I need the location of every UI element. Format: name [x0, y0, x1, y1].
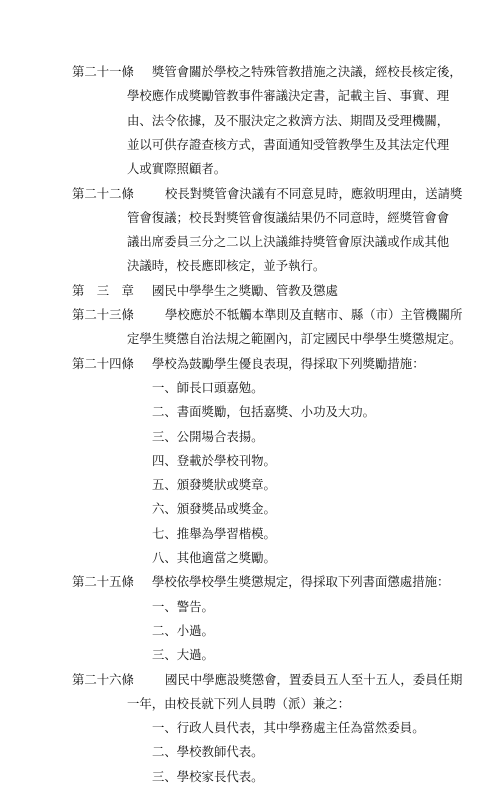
article-22-line-2: 管會復議；校長對獎管會復議結果仍不同意時，經獎管會會 — [127, 209, 450, 225]
article-26-item-1: 一、行政人員代表，其中學務處主任為當然委員。 — [152, 720, 425, 736]
article-22-line-3: 議出席委員三分之二以上決議維持獎管會原決議或作成其他 — [127, 234, 450, 250]
article-24-item-8: 八、其他適當之獎勵。 — [152, 550, 276, 565]
article-24-number: 第二十四條 — [72, 355, 134, 371]
article-25-item-2: 二、小過。 — [152, 622, 214, 638]
article-26-number: 第二十六條 — [72, 671, 134, 687]
article-25-item-3: 三、大過。 — [152, 647, 214, 663]
article-23-line-2: 定學生獎懲自治法規之範圍內，訂定國民中學學生獎懲規定。 — [127, 331, 462, 347]
article-21-number: 第二十一條 — [72, 64, 134, 79]
article-26-line-1: 國民中學應設獎懲會，置委員五人至十五人，委員任期 — [165, 671, 463, 687]
article-23-line-1: 學校應於不牴觸本準則及直轄市、縣（市）主管機關所 — [165, 307, 463, 322]
article-25-item-1: 一、警告。 — [152, 598, 214, 614]
article-22-line-4: 決議時，校長應即核定，並予執行。 — [127, 258, 326, 274]
article-24-item-6: 六、頒發獎品或獎金。 — [152, 501, 276, 517]
article-24-item-2: 二、書面獎勵，包括嘉獎、小功及大功。 — [152, 404, 376, 420]
article-24-item-3: 三、公開場合表揚。 — [152, 428, 264, 444]
chapter-3-number: 第 三 章 — [72, 282, 134, 298]
article-21-line-2: 學校應作成獎勵管教事件審議決定書，記載主旨、事實、理 — [127, 88, 450, 104]
article-21-line-4: 並以可供存證查核方式，書面通知受管教學生及其法定代理 — [127, 136, 450, 152]
article-24-item-7: 七、推舉為學習楷模。 — [152, 525, 276, 541]
article-21-line-3: 由、法令依據，及不服決定之救濟方法、期間及受理機關， — [127, 112, 450, 128]
article-23-number: 第二十三條 — [72, 307, 134, 322]
article-24-item-5: 五、頒發獎狀或獎章。 — [152, 477, 276, 493]
article-21-line-5: 人或實際照顧者。 — [127, 161, 227, 177]
article-22-line-1: 校長對獎管會決議有不同意見時，應敘明理由，送請獎 — [165, 185, 463, 201]
article-21-line-1: 獎管會關於學校之特殊管教措施之決議，經校長核定後， — [152, 64, 462, 79]
article-24-item-1: 一、師長口頭嘉勉。 — [152, 379, 264, 395]
article-24-intro: 學校為鼓勵學生優良表現，得採取下列獎勵措施： — [152, 355, 425, 371]
article-25-intro: 學校依學校學生獎懲規定，得採取下列書面懲處措施： — [152, 574, 450, 590]
article-26-item-2: 二、學校教師代表。 — [152, 744, 264, 760]
article-22-number: 第二十二條 — [72, 185, 134, 201]
article-26-line-2: 一年，由校長就下列人員聘（派）兼之： — [127, 695, 351, 711]
article-26-item-3: 三、學校家長代表。 — [152, 768, 264, 784]
article-25-number: 第二十五條 — [72, 574, 134, 590]
article-24-item-4: 四、登載於學校刊物。 — [152, 452, 276, 468]
chapter-3-title: 國民中學學生之獎勵、管教及懲處 — [152, 282, 338, 298]
